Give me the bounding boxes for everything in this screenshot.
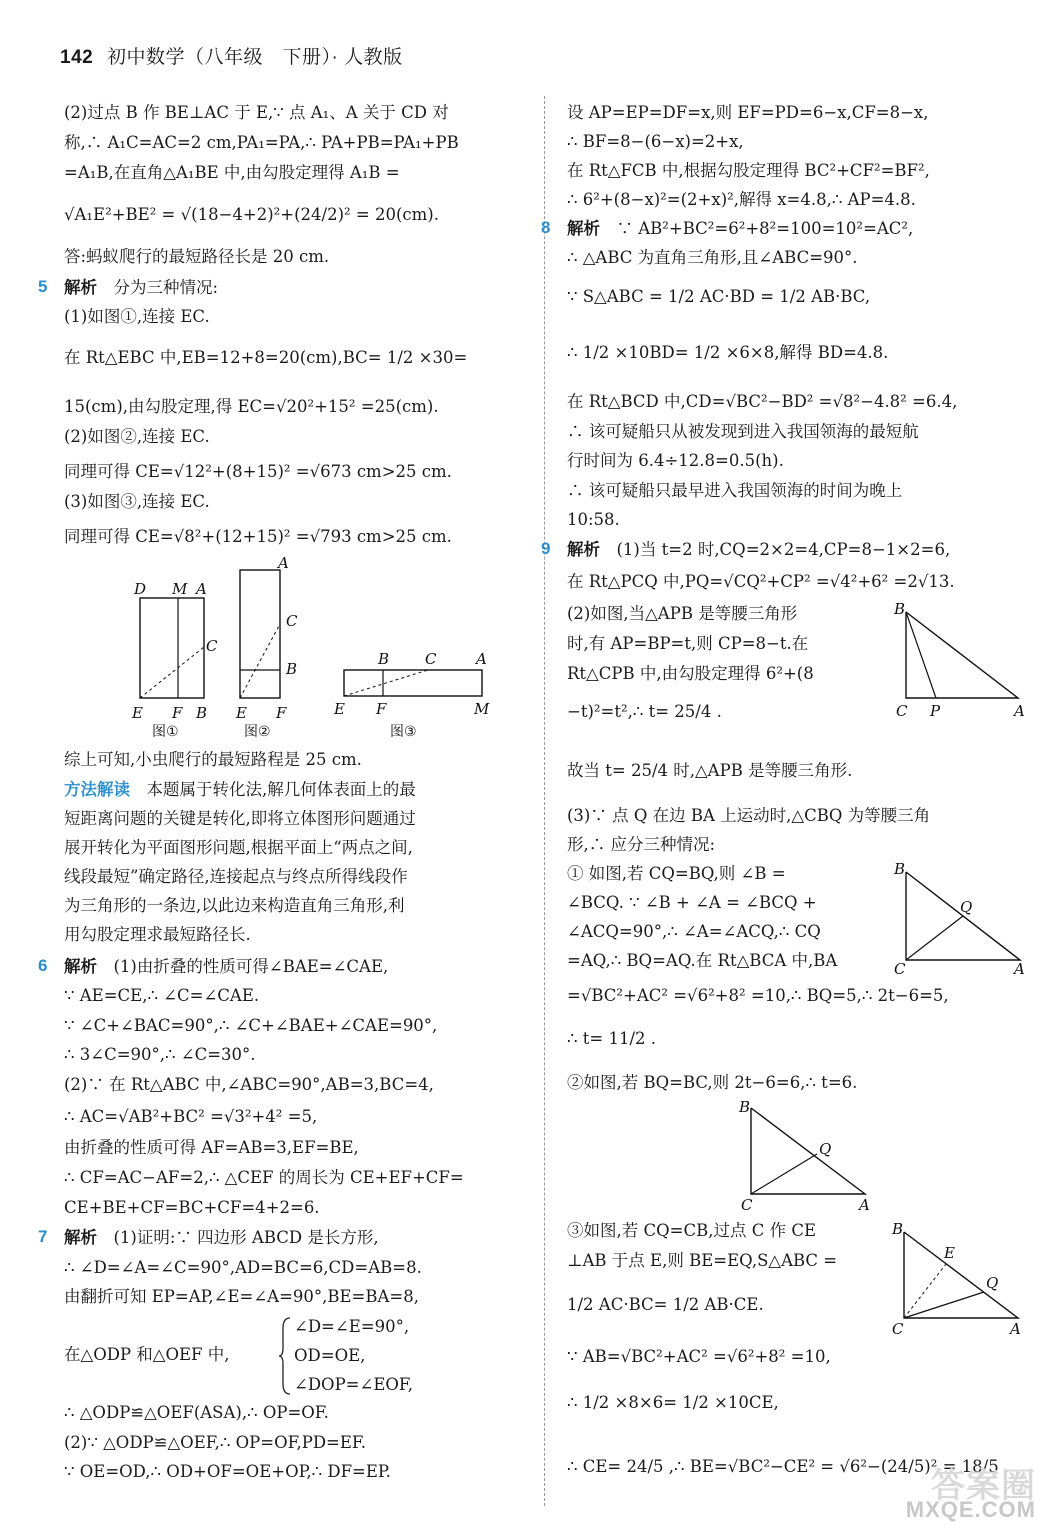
svg-text:A: A xyxy=(1014,960,1025,978)
text-line: 故当 t= 25/4 时,△APB 是等腰三角形. xyxy=(567,761,853,780)
text-line: ∵ OE=OD,∴ OD+OF=OE+OP,∴ DF=EP. xyxy=(64,1462,391,1481)
text-line: 称,∴ A₁C=AC=2 cm,PA₁=PA,∴ PA+PB=PA₁+PB xyxy=(64,133,459,152)
svg-text:B: B xyxy=(892,1220,904,1238)
text-line: 在 Rt△PCQ 中,PQ=√CQ²+CP² =√4²+6² =2√13. xyxy=(567,572,955,591)
text-line: 解析 ∵ AB²+BC²=6²+8²=100=10²=AC², xyxy=(567,219,914,238)
svg-text:B: B xyxy=(894,600,906,618)
fig1-label-B: B xyxy=(196,704,208,722)
fig2-caption: 图② xyxy=(244,724,271,740)
text-line: 在△ODP 和△OEF 中, xyxy=(64,1345,230,1364)
fig3-label-C: C xyxy=(425,650,437,668)
fig2-label-A: A xyxy=(278,554,289,572)
figure-2 xyxy=(235,554,298,740)
svg-text:A: A xyxy=(859,1196,870,1214)
text-line: (2)如图,当△APB 是等腰三角形 xyxy=(567,604,798,623)
fig3-label-M: M xyxy=(474,700,490,718)
fig3-label-B: B xyxy=(378,650,390,668)
text-line: (2)∵ 在 Rt△ABC 中,∠ABC=90°,AB=3,BC=4, xyxy=(64,1075,434,1094)
text-line: 解析 (1)由折叠的性质可得∠BAE=∠CAE, xyxy=(64,957,389,976)
fig2-label-F: F xyxy=(276,704,287,722)
triangle-cq-cb-figure xyxy=(888,1218,1028,1340)
question-number: 9 xyxy=(541,539,551,558)
unfold-figures xyxy=(128,552,528,742)
text-line: 由翻折可知 EP=AP,∠E=∠A=90°,BE=BA=8, xyxy=(64,1287,419,1306)
text-line: ∵ S△ABC = 1/2 AC·BD = 1/2 AB·BC, xyxy=(567,287,871,306)
text-line: 答:蚂蚁爬行的最短路径长是 20 cm. xyxy=(64,247,330,266)
text-line: 在 Rt△EBC 中,EB=12+8=20(cm),BC= 1/2 ×30= xyxy=(64,348,468,367)
text-line: (2)如图②,连接 EC. xyxy=(64,427,210,446)
text-line: 由折叠的性质可得 AF=AB=3,EF=BE, xyxy=(64,1138,359,1157)
text-line: ∴ 6²+(8−x)²=(2+x)²,解得 x=4.8,∴ AP=4.8. xyxy=(567,190,916,209)
text-line: 1/2 AC·BC= 1/2 AB·CE. xyxy=(567,1295,764,1314)
fig1-label-F: F xyxy=(172,704,183,722)
question-number: 6 xyxy=(38,956,48,975)
book-title: 初中数学（八年级 下册）· 人教版 xyxy=(106,47,403,68)
text-line: (3)如图③,连接 EC. xyxy=(64,492,210,511)
text-line: (2)过点 B 作 BE⊥AC 于 E,∵ 点 A₁、A 关于 CD 对 xyxy=(64,103,449,122)
svg-text:C: C xyxy=(894,960,906,978)
brace-icon xyxy=(278,1316,292,1396)
text-line: 线段最短”确定路径,连接起点与终点所得线段作 xyxy=(64,867,408,886)
text-line: 在 Rt△BCD 中,CD=√BC²−BD² =√8²−4.8² =6.4, xyxy=(567,392,958,411)
text-line: 综上可知,小虫爬行的最短路程是 25 cm. xyxy=(64,750,362,769)
text-line: 形,∴ 应分三种情况: xyxy=(567,835,716,854)
text-line: =A₁B,在直角△A₁BE 中,由勾股定理得 A₁B = xyxy=(64,163,400,182)
text-line: 10:58. xyxy=(567,510,620,529)
text-line: −t)²=t²,∴ t= 25/4 . xyxy=(567,702,722,721)
triangle-bq-bc-figure xyxy=(735,1098,875,1216)
text-line: ① 如图,若 CQ=BQ,则 ∠B = xyxy=(567,864,786,883)
text-line: ∠ACQ=90°,∴ ∠A=∠ACQ,∴ CQ xyxy=(567,922,821,941)
question-number: 7 xyxy=(38,1227,48,1246)
text-line: =AQ,∴ BQ=AQ.在 Rt△BCA 中,BA xyxy=(567,951,838,970)
text-line: ∴ ∠D=∠A=∠C=90°,AD=BC=6,CD=AB=8. xyxy=(64,1258,422,1277)
fig2-label-C: C xyxy=(286,612,298,630)
watermark: 答案圈 MXQE.COM xyxy=(905,1467,1036,1522)
svg-text:C: C xyxy=(741,1196,753,1214)
svg-text:P: P xyxy=(930,702,941,720)
text-line: ∵ AB=√BC²+AC² =√6²+8² =10, xyxy=(567,1347,831,1366)
text-line: Rt△CPB 中,由勾股定理得 6²+(8 xyxy=(567,664,814,683)
brace-line: ∠D=∠E=90°, xyxy=(294,1317,410,1336)
text-line: ∴ △ABC 为直角三角形,且∠ABC=90°. xyxy=(567,248,858,267)
fig1-label-D: D xyxy=(134,580,147,598)
svg-text:Q: Q xyxy=(986,1274,999,1292)
svg-text:C: C xyxy=(892,1320,904,1338)
svg-text:A: A xyxy=(1010,1320,1021,1338)
text-line: 短距离问题的关键是转化,即将立体图形问题通过 xyxy=(64,809,416,828)
text-line: 时,有 AP=BP=t,则 CP=8−t.在 xyxy=(567,634,809,653)
text-line: ∴ BF=8−(6−x)=2+x, xyxy=(567,132,744,151)
text-line: ∴ t= 11/2 . xyxy=(567,1029,656,1048)
text-line: ∴ CE= 24/5 ,∴ BE=√BC²−CE² = √6²−(24/5)² = 18/5 , xyxy=(567,1457,1010,1476)
text-line: 方法解读 本题属于转化法,解几何体表面上的最 xyxy=(64,780,416,799)
text-line: ③如图,若 CQ=CB,过点 C 作 CE xyxy=(567,1221,816,1240)
page-number: 142 xyxy=(60,47,94,68)
text-line: 解析 分为三种情况: xyxy=(64,278,219,297)
text-line: 同理可得 CE=√12²+(8+15)² =√673 cm>25 cm. xyxy=(64,462,452,481)
page-header xyxy=(60,42,403,69)
fig3-label-F: F xyxy=(376,700,387,718)
text-line: ⊥AB 于点 E,则 BE=EQ,S△ABC = xyxy=(567,1251,838,1270)
text-line: ∴ AC=√AB²+BC² =√3²+4² =5, xyxy=(64,1107,318,1126)
text-line: 解析 (1)证明:∵ 四边形 ABCD 是长方形, xyxy=(64,1228,379,1247)
text-line: (3)∵ 点 Q 在边 BA 上运动时,△CBQ 为等腰三角 xyxy=(567,806,931,825)
svg-text:Q: Q xyxy=(819,1140,832,1158)
fig1-label-E: E xyxy=(132,704,143,722)
triangle-cq-bq-figure xyxy=(890,860,1030,978)
fig3-label-A: A xyxy=(476,650,487,668)
fig2-label-E: E xyxy=(236,704,247,722)
svg-text:C: C xyxy=(896,702,908,720)
text-line: ∴ 1/2 ×8×6= 1/2 ×10CE, xyxy=(567,1393,779,1412)
text-line: ∴ CF=AC−AF=2,∴ △CEF 的周长为 CE+EF+CF= xyxy=(64,1168,464,1187)
text-line: ∴ 该可疑船只从被发现到进入我国领海的最短航 xyxy=(567,422,919,441)
fig1-label-M: M xyxy=(172,580,188,598)
text-line: ∴ 1/2 ×10BD= 1/2 ×6×8,解得 BD=4.8. xyxy=(567,343,889,362)
svg-text:B: B xyxy=(894,860,906,878)
question-number: 8 xyxy=(541,218,551,237)
question-number: 5 xyxy=(38,277,48,296)
figure-1 xyxy=(131,580,218,740)
text-line: 在 Rt△FCB 中,根据勾股定理得 BC²+CF²=BF², xyxy=(567,161,930,180)
text-line: (2)∵ △ODP≌△OEF,∴ OP=OF,PD=EF. xyxy=(64,1433,367,1452)
text-line: 15(cm),由勾股定理,得 EC=√20²+15² =25(cm). xyxy=(64,397,439,416)
svg-text:Q: Q xyxy=(960,898,973,916)
brace-line: ∠DOP=∠EOF, xyxy=(294,1375,414,1394)
text-line: 同理可得 CE=√8²+(12+15)² =√793 cm>25 cm. xyxy=(64,527,452,546)
brace-line: OD=OE, xyxy=(294,1346,366,1365)
text-line: ∴ △ODP≌△OEF(ASA),∴ OP=OF. xyxy=(64,1403,329,1422)
column-divider xyxy=(544,96,545,1506)
triangle-apb-figure xyxy=(890,600,1030,722)
text-line: 为三角形的一条边,以此边来构造直角三角形,利 xyxy=(64,896,405,915)
svg-text:B: B xyxy=(739,1098,751,1116)
text-line: ∵ ∠C+∠BAC=90°,∴ ∠C+∠BAE+∠CAE=90°, xyxy=(64,1016,438,1035)
text-line: CE+BE+CF=BC+CF=4+2=6. xyxy=(64,1198,320,1217)
text-line: 解析 (1)当 t=2 时,CQ=2×2=4,CP=8−1×2=6, xyxy=(567,540,951,559)
text-line: ∵ AE=CE,∴ ∠C=∠CAE. xyxy=(64,986,260,1005)
text-line: ∴ 该可疑船只最早进入我国领海的时间为晚上 xyxy=(567,481,903,500)
fig1-label-C: C xyxy=(206,637,218,655)
fig3-label-E: E xyxy=(334,700,345,718)
text-line: 展开转化为平面图形问题,根据平面上“两点之间, xyxy=(64,838,413,857)
text-line: =√BC²+AC² =√6²+8² =10,∴ BQ=5,∴ 2t−6=5, xyxy=(567,986,949,1005)
svg-text:E: E xyxy=(944,1244,955,1262)
text-line: 设 AP=EP=DF=x,则 EF=PD=6−x,CF=8−x, xyxy=(567,103,929,122)
text-line: (1)如图①,连接 EC. xyxy=(64,307,210,326)
text-line: ②如图,若 BQ=BC,则 2t−6=6,∴ t=6. xyxy=(567,1073,858,1092)
text-line: ∠BCQ. ∵ ∠B + ∠A = ∠BCQ + xyxy=(567,893,817,912)
text-line: 行时间为 6.4÷12.8=0.5(h). xyxy=(567,451,784,470)
fig2-label-B: B xyxy=(286,660,298,678)
fig1-caption: 图① xyxy=(152,724,179,740)
text-line: √A₁E²+BE² = √(18−4+2)²+(24/2)² = 20(cm). xyxy=(64,205,439,224)
text-line: ∴ 3∠C=90°,∴ ∠C=30°. xyxy=(64,1045,256,1064)
text-line: 用勾股定理求最短路径长. xyxy=(64,925,251,944)
svg-text:A: A xyxy=(1014,702,1025,720)
fig3-caption: 图③ xyxy=(390,724,417,740)
figure-3 xyxy=(333,650,490,740)
fig1-label-A: A xyxy=(196,580,207,598)
